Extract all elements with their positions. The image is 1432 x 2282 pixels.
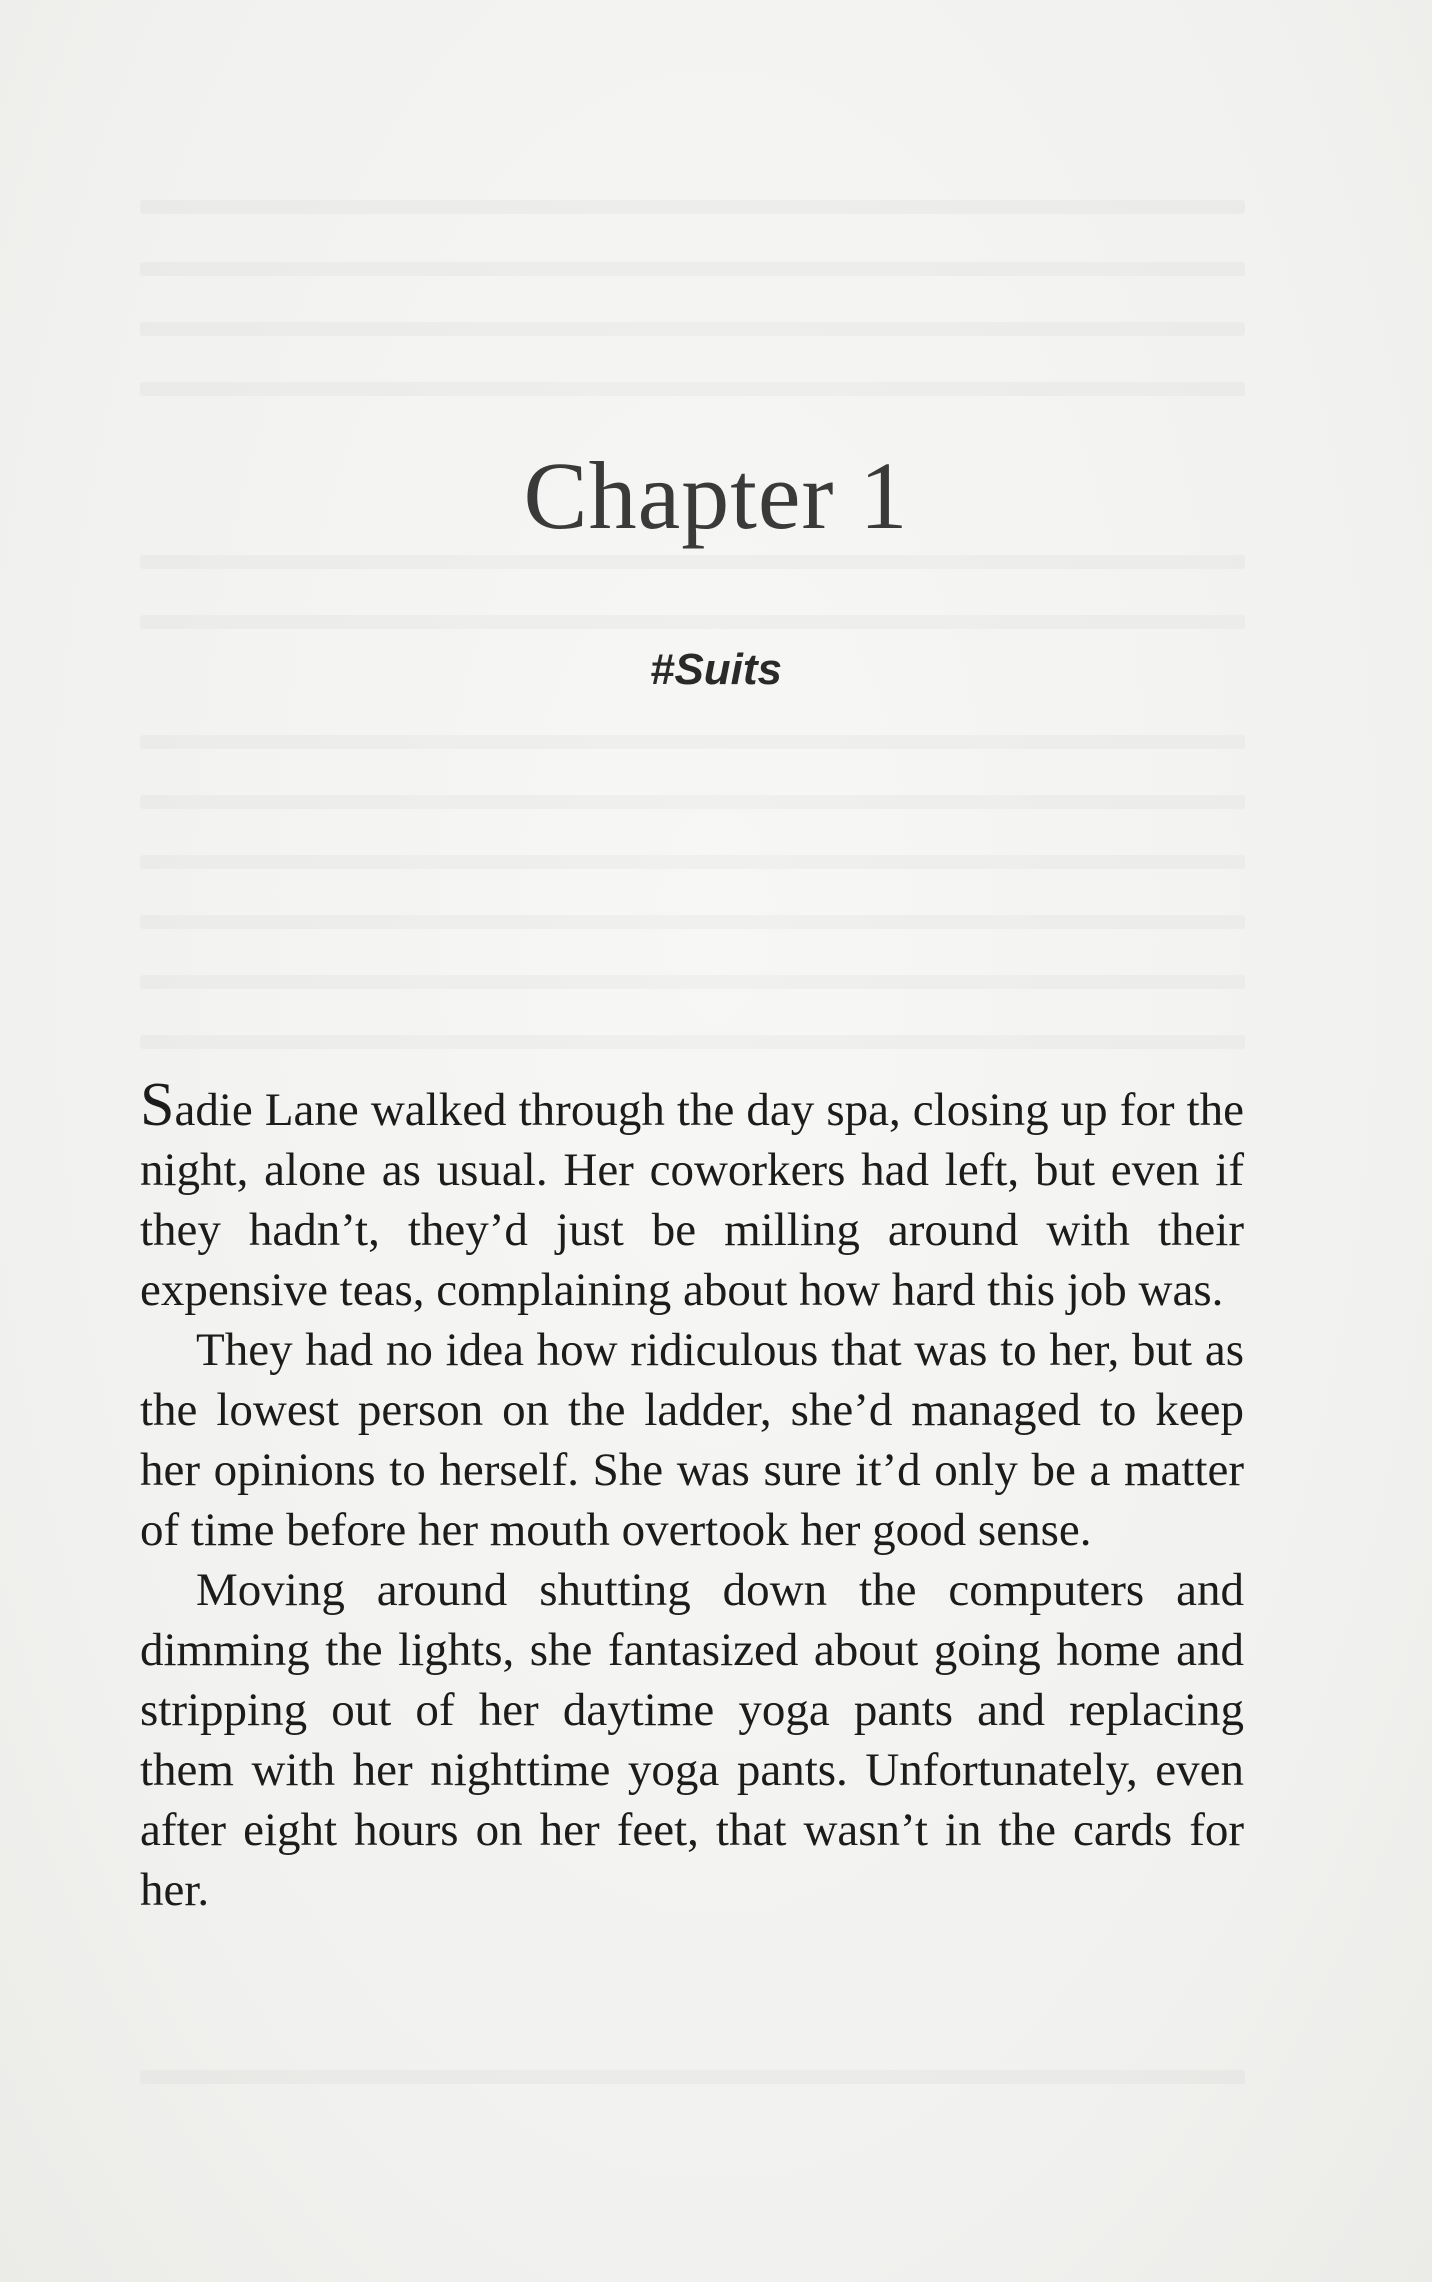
paragraph-3: Moving around shutting down the computers and dimming the lights, she fantasized about going home and stripping out of her daytime yoga pants and replacing them with her nighttime yoga pants. Unfortunately, even after eight hours on her feet, that wasn’t in the cards for her. <box>140 1564 1244 1916</box>
bleed-through-line <box>140 975 1245 989</box>
paragraph-1-text: adie Lane walked through the day spa, closing up for the night, alone as usual. Her coworkers had left, but even if they hadn’t, they’d just be milling around with their expensive teas, complaining about how hard this job was. <box>140 1084 1244 1316</box>
bleed-through-line <box>140 382 1245 396</box>
chapter-title: Chapter 1 <box>523 442 909 549</box>
bleed-through-line <box>140 2070 1245 2084</box>
bleed-through-line <box>140 262 1245 276</box>
bleed-through-line <box>140 915 1245 929</box>
chapter-body <box>140 1071 1244 1920</box>
bleed-through-line <box>140 855 1245 869</box>
chapter-subtitle: #Suits <box>649 645 783 694</box>
drop-cap-initial: S <box>140 1071 175 1139</box>
bleed-through-line <box>140 1035 1245 1049</box>
bleed-through-line <box>140 555 1245 569</box>
bleed-through-line <box>140 200 1245 214</box>
bleed-through-line <box>140 615 1245 629</box>
paragraph-2: They had no idea how ridiculous that was to her, but as the lowest person on the ladder, she’d managed to keep her opinions to herself. She was sure it’d only be a matter of time before her mouth overtook her good sense. <box>140 1324 1244 1556</box>
bleed-through-line <box>140 795 1245 809</box>
paragraph-1 <box>140 1071 1244 1320</box>
bleed-through-line <box>140 322 1245 336</box>
bleed-through-line <box>140 735 1245 749</box>
